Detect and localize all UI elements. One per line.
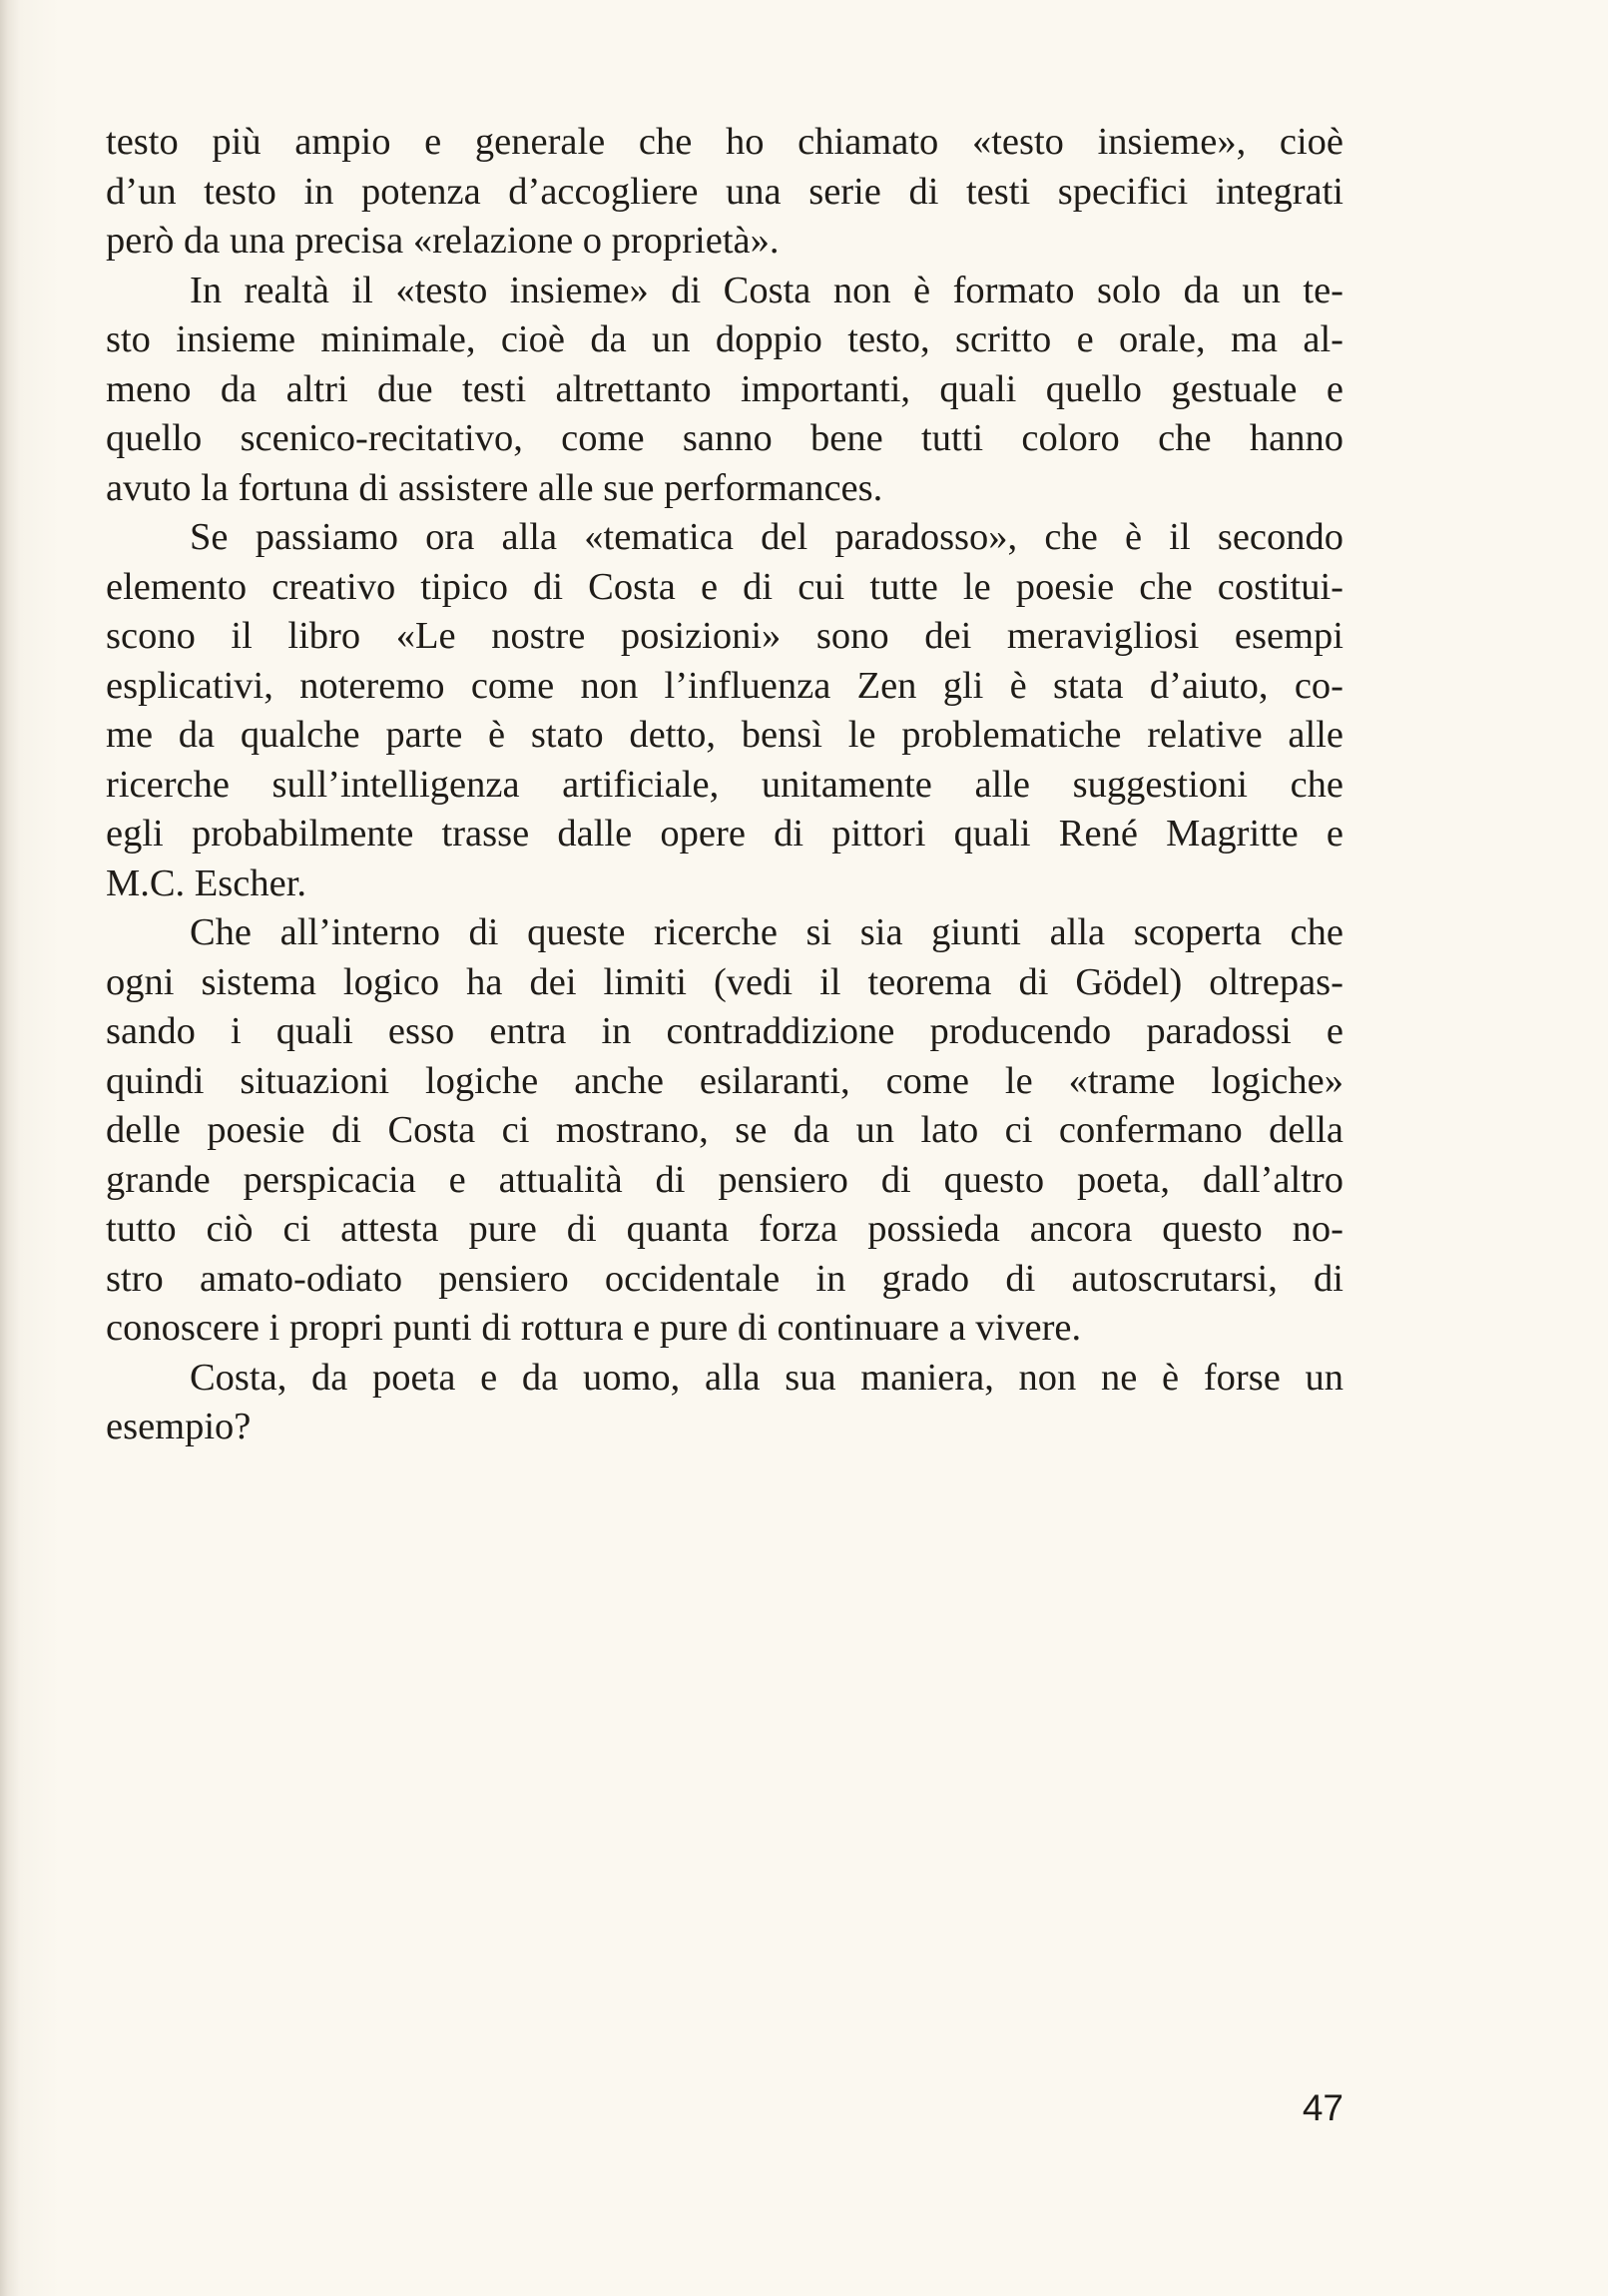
text-line: testo più ampio e generale che ho chiamato «testo insieme», cioè: [106, 121, 1343, 163]
paragraph: [106, 118, 1343, 267]
text-line: tutto ciò ci attesta pure di quanta forza possieda ancora questo no-: [106, 1208, 1343, 1250]
body-text: [106, 118, 1343, 1452]
text-line: In realtà il «testo insieme» di Costa non è formato solo da un te-: [190, 269, 1343, 311]
text-line: esplicativi, noteremo come non l’influenza Zen gli è stata d’aiuto, co-: [106, 664, 1343, 707]
paragraph: [106, 267, 1343, 514]
text-line: grande perspicacia e attualità di pensiero di questo poeta, dall’altro: [106, 1158, 1343, 1201]
text-line: ogni sistema logico ha dei limiti (vedi il teorema di Gödel) oltrepas-: [106, 960, 1343, 1003]
text-line: elemento creativo tipico di Costa e di cui tutte le poesie che costitui-: [106, 565, 1343, 608]
text-line: ricerche sull’intelligenza artificiale, unitamente alle suggestioni che: [106, 763, 1343, 806]
text-line: sto insieme minimale, cioè da un doppio testo, scritto e orale, ma al-: [106, 318, 1343, 360]
text-line: egli probabilmente trasse dalle opere di pittori quali René Magritte e: [106, 813, 1343, 855]
text-line: meno da altri due testi altrettanto importanti, quali quello gestuale e: [106, 367, 1343, 410]
paragraph: [106, 513, 1343, 908]
text-line: sando i quali esso entra in contraddizione producendo paradossi e: [106, 1010, 1343, 1052]
paragraph: [106, 1354, 1343, 1452]
text-line: conoscere i propri punti di rottura e pure di continuare a vivere.: [106, 1307, 1082, 1349]
text-line: avuto la fortuna di assistere alle sue performances.: [106, 466, 883, 509]
text-line: però da una precisa «relazione o proprietà».: [106, 220, 780, 262]
text-line: Costa, da poeta e da uomo, alla sua maniera, non ne è forse un: [190, 1356, 1343, 1399]
text-line: quello scenico-recitativo, come sanno bene tutti coloro che hanno: [106, 417, 1343, 459]
text-line: delle poesie di Costa ci mostrano, se da un lato ci confermano della: [106, 1109, 1343, 1151]
text-line: d’un testo in potenza d’accogliere una serie di testi specifici integrati: [106, 170, 1343, 213]
page-number: 47: [1302, 2087, 1343, 2128]
text-line: Se passiamo ora alla «tematica del paradosso», che è il secondo: [190, 516, 1343, 558]
text-line: Che all’interno di queste ricerche si sia giunti alla scoperta che: [190, 911, 1343, 953]
paragraph: [106, 908, 1343, 1354]
text-line: quindi situazioni logiche anche esilaranti, come le «trame logiche»: [106, 1059, 1343, 1102]
text-line: M.C. Escher.: [106, 861, 307, 904]
text-line: esempio?: [106, 1406, 252, 1447]
text-line: me da qualche parte è stato detto, bensì le problematiche relative alle: [106, 714, 1343, 756]
text-line: scono il libro «Le nostre posizioni» sono dei meravigliosi esempi: [106, 615, 1343, 657]
text-line: stro amato-odiato pensiero occidentale in grado di autoscrutarsi, di: [106, 1257, 1343, 1300]
